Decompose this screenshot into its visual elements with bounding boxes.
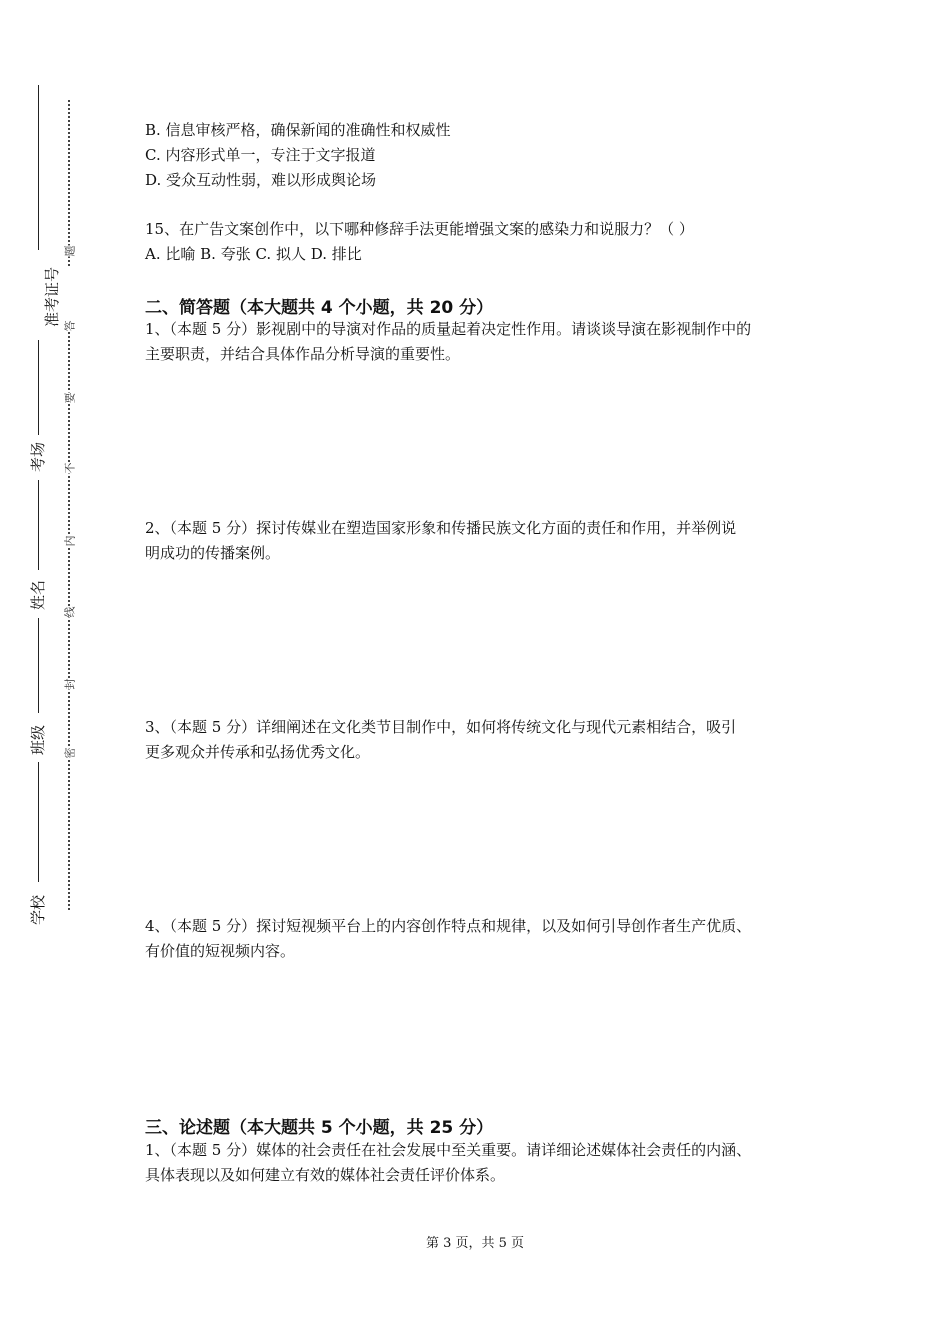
seal-char: 封 [63, 678, 76, 690]
s2-q2-line2: 明成功的传播案例。 [145, 544, 281, 562]
seal-char: 内 [63, 535, 76, 547]
margin-rule [38, 618, 39, 713]
section-2-title: 二、简答题（本大题共 4 个小题，共 20 分） [145, 298, 494, 318]
label-name: 姓名 [22, 573, 54, 613]
s3-q1-line1: 1、（本题 5 分）媒体的社会责任在社会发展中至关重要。请详细论述媒体社会责任的内涵、 [145, 1141, 752, 1159]
s2-q4-line1: 4、（本题 5 分）探讨短视频平台上的内容创作特点和规律，以及如何引导创作者生产优质、 [145, 917, 752, 935]
margin-rule [38, 340, 39, 435]
seal-char: 密 [63, 747, 76, 759]
label-exam-number: 准考证号 [22, 255, 54, 335]
seal-char: 题 [63, 245, 76, 257]
s3-q1-line2: 具体表现以及如何建立有效的媒体社会责任评价体系。 [145, 1166, 506, 1184]
option-c: C. 内容形式单一，专注于文字报道 [145, 146, 376, 164]
label-school: 学校 [22, 888, 54, 928]
seal-char: 要 [63, 392, 76, 404]
margin-rule [38, 85, 39, 250]
question-15-stem: 15、在广告文案创作中，以下哪种修辞手法更能增强文案的感染力和说服力？（ ） [145, 220, 694, 238]
margin-rule [38, 480, 39, 570]
s2-q1-line2: 主要职责，并结合具体作品分析导演的重要性。 [145, 345, 461, 363]
s2-q4-line2: 有价值的短视频内容。 [145, 942, 296, 960]
seal-dotted-line [68, 100, 70, 910]
s2-q3-line2: 更多观众并传承和弘扬优秀文化。 [145, 743, 371, 761]
section-3-title: 三、论述题（本大题共 5 个小题，共 25 分） [145, 1118, 494, 1138]
label-class: 班级 [22, 718, 54, 758]
page-number: 第 3 页，共 5 页 [425, 1236, 525, 1251]
margin-rule [38, 762, 39, 882]
option-b: B. 信息审核严格，确保新闻的准确性和权威性 [145, 121, 451, 139]
question-15-options: A. 比喻 B. 夸张 C. 拟人 D. 排比 [145, 245, 362, 263]
s2-q2-line1: 2、（本题 5 分）探讨传媒业在塑造国家形象和传播民族文化方面的责任和作用，并举例说 [145, 519, 737, 537]
option-d: D. 受众互动性弱，难以形成舆论场 [145, 171, 377, 189]
s2-q3-line1: 3、（本题 5 分）详细阐述在文化类节目制作中，如何将传统文化与现代元素相结合，吸引 [145, 718, 737, 736]
seal-char: 线 [63, 606, 76, 618]
s2-q1-line1: 1、（本题 5 分）影视剧中的导演对作品的质量起着决定性作用。请谈谈导演在影视制作中的 [145, 320, 752, 338]
seal-char: 不 [63, 462, 76, 474]
seal-char: 答 [63, 320, 76, 332]
label-exam-room: 考场 [22, 435, 54, 475]
